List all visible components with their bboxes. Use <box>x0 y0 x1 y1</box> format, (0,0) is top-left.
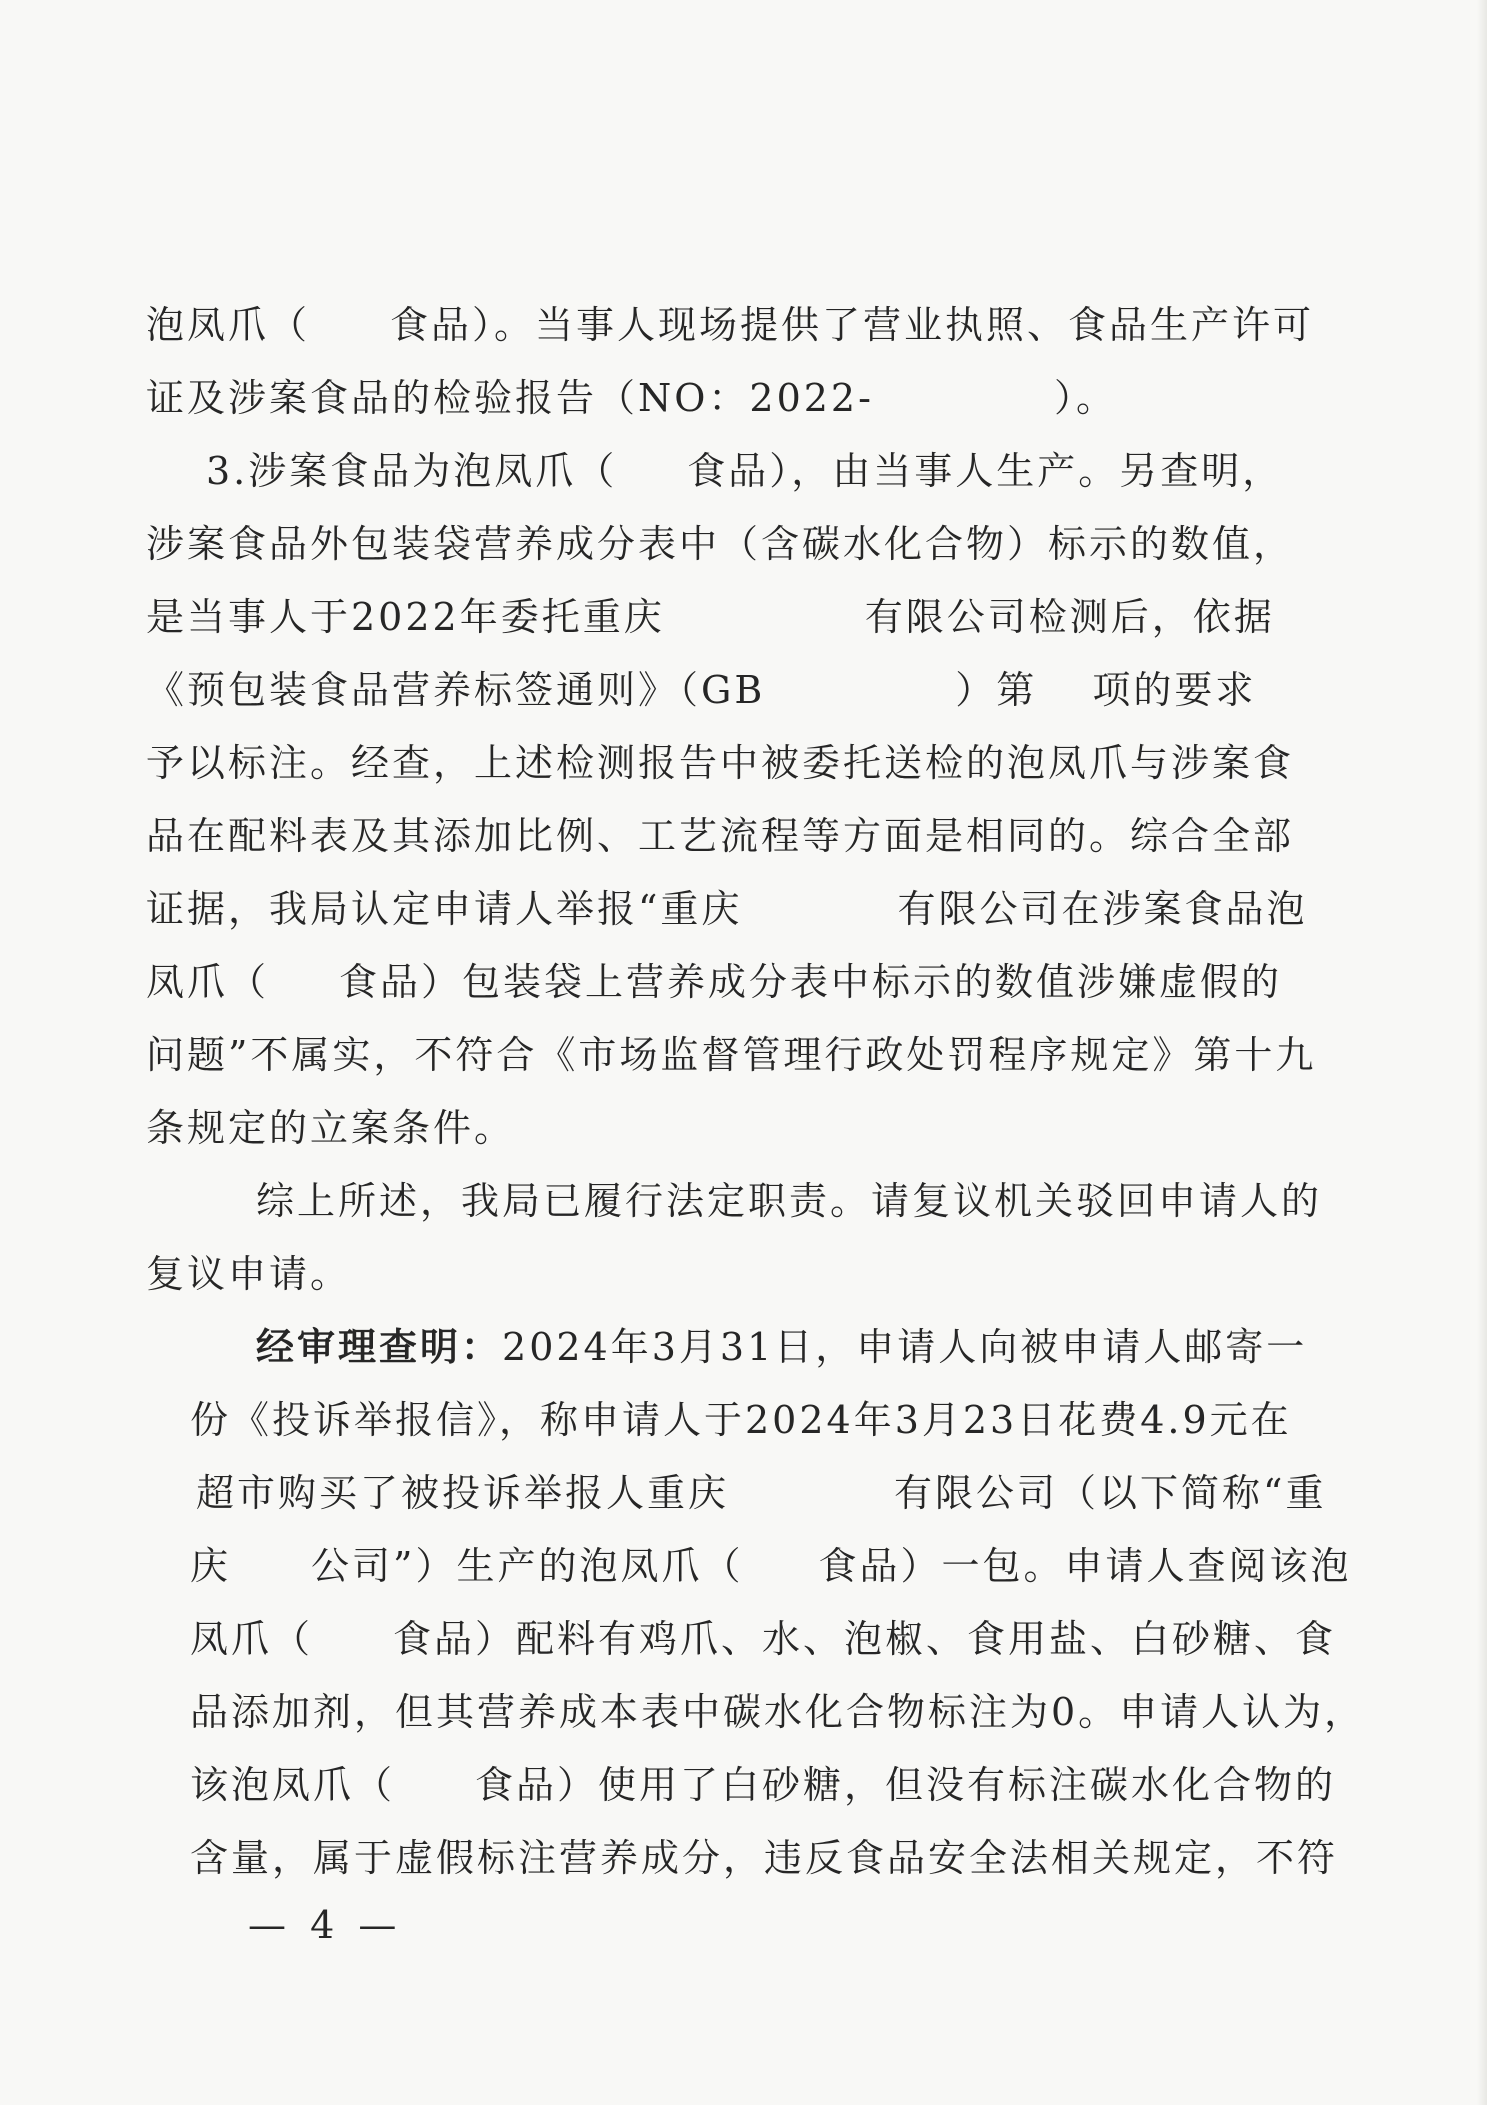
text-segment: 综上所述，我局已履行法定职责。请复议机关驳回申请人的 <box>256 1179 1323 1223</box>
text-segment: 问题”不属实，不符合《市场监督管理行政处罚程序规定》第十九 <box>146 1033 1317 1077</box>
text-segment: 有限公司（以下简称“重 <box>894 1471 1327 1515</box>
text-line <box>190 1760 1336 1810</box>
text-line <box>206 446 1283 496</box>
text-segment: 公司”）生产的泡凤爪（ <box>311 1544 744 1588</box>
text-segment: 含量，属于虚假标注营养成分，违反食品安全法相关规定，不符 <box>190 1836 1339 1880</box>
text-line <box>146 1249 351 1299</box>
text-segment: 庆 <box>190 1544 232 1588</box>
text-line <box>146 373 1117 423</box>
redacted-area <box>313 1626 393 1660</box>
text-line <box>256 1322 1307 1372</box>
redacted-area <box>765 677 955 711</box>
text-segment: 证据，我局认定申请人举报“重庆 <box>146 887 743 931</box>
text-segment: 复议申请。 <box>146 1252 352 1296</box>
text-line <box>146 884 1307 934</box>
text-segment: 食品）包装袋上营养成分表中标示的数值涉嫌虚假的 <box>339 960 1283 1004</box>
text-segment: 有限公司在涉案食品泡 <box>897 887 1308 931</box>
text-segment: 2024年3月31日，申请人向被申请人邮寄一 <box>502 1325 1308 1369</box>
text-line <box>256 1176 1322 1226</box>
text-line <box>190 1833 1338 1883</box>
text-segment: 该泡凤爪（ <box>190 1763 396 1807</box>
text-line <box>146 519 1294 569</box>
redacted-area <box>743 1553 818 1587</box>
text-line <box>190 1541 1351 1591</box>
redacted-area <box>617 458 687 492</box>
text-segment: 涉案食品外包装袋营养成分表中（含碳水化合物）标示的数值， <box>146 522 1295 566</box>
redacted-area <box>231 1553 311 1587</box>
page-number: — 4 — <box>248 1903 403 1947</box>
text-segment: 证及涉案食品的检验报告（NO：2022- <box>146 376 874 420</box>
text-segment: 食品）使用了白砂糖，但没有标注碳水化合物的 <box>475 1763 1337 1807</box>
scan-edge <box>1477 0 1487 2105</box>
redacted-area <box>874 385 1054 419</box>
text-line <box>146 738 1294 788</box>
redacted-area <box>395 1772 475 1806</box>
text-segment: 予以标注。经查，上述检测报告中被委托送检的泡凤爪与涉案食 <box>146 741 1295 785</box>
text-line <box>190 1395 1292 1445</box>
redacted-area <box>665 604 865 638</box>
text-line <box>146 665 1256 715</box>
text-segment: 项的要求 <box>1092 668 1257 712</box>
text-segment: 是当事人于2022年委托重庆 <box>146 595 665 639</box>
text-line <box>190 1614 1336 1664</box>
redacted-area <box>310 312 390 346</box>
text-line <box>146 300 1314 350</box>
text-segment: 凤爪（ <box>190 1617 314 1661</box>
text-segment: 泡凤爪（ <box>146 303 311 347</box>
text-line <box>190 1687 1365 1737</box>
text-segment: 份《投诉举报信》，称申请人于2024年3月23日花费4.9元在 <box>190 1398 1292 1442</box>
text-line <box>146 1030 1316 1080</box>
text-segment: 《预包装食品营养标签通则》（GB <box>146 668 766 712</box>
text-line <box>146 957 1282 1007</box>
text-segment: 品添加剂，但其营养成本表中碳水化合物标注为0。申请人认为， <box>190 1690 1366 1734</box>
text-segment: 超市购买了被投诉举报人重庆 <box>196 1471 730 1515</box>
text-segment: 食品）一包。申请人查阅该泡 <box>818 1544 1352 1588</box>
text-segment: 品在配料表及其添加比例、工艺流程等方面是相同的。综合全部 <box>146 814 1295 858</box>
text-segment: 食品）。当事人现场提供了营业执照、食品生产许可 <box>390 303 1315 347</box>
redacted-area <box>729 1480 894 1514</box>
redacted-area <box>1037 677 1092 711</box>
text-line <box>146 592 1275 642</box>
text-line <box>146 1103 515 1153</box>
redacted-area <box>269 969 339 1003</box>
text-segment: 食品）配料有鸡爪、水、泡椒、食用盐、白砂糖、食 <box>393 1617 1337 1661</box>
text-segment: ）。 <box>1053 376 1117 420</box>
text-segment: 条规定的立案条件。 <box>146 1106 516 1150</box>
text-line <box>196 1468 1326 1518</box>
text-segment: ）第 <box>955 668 1038 712</box>
text-segment: 3.涉案食品为泡凤爪（ <box>206 449 618 493</box>
section-heading: 经审理查明： <box>256 1324 503 1369</box>
text-segment: 凤爪（ <box>146 960 270 1004</box>
text-segment: 食品），由当事人生产。另查明， <box>687 449 1284 493</box>
text-segment: 有限公司检测后，依据 <box>864 595 1275 639</box>
text-line <box>146 811 1294 861</box>
redacted-area <box>742 896 897 930</box>
